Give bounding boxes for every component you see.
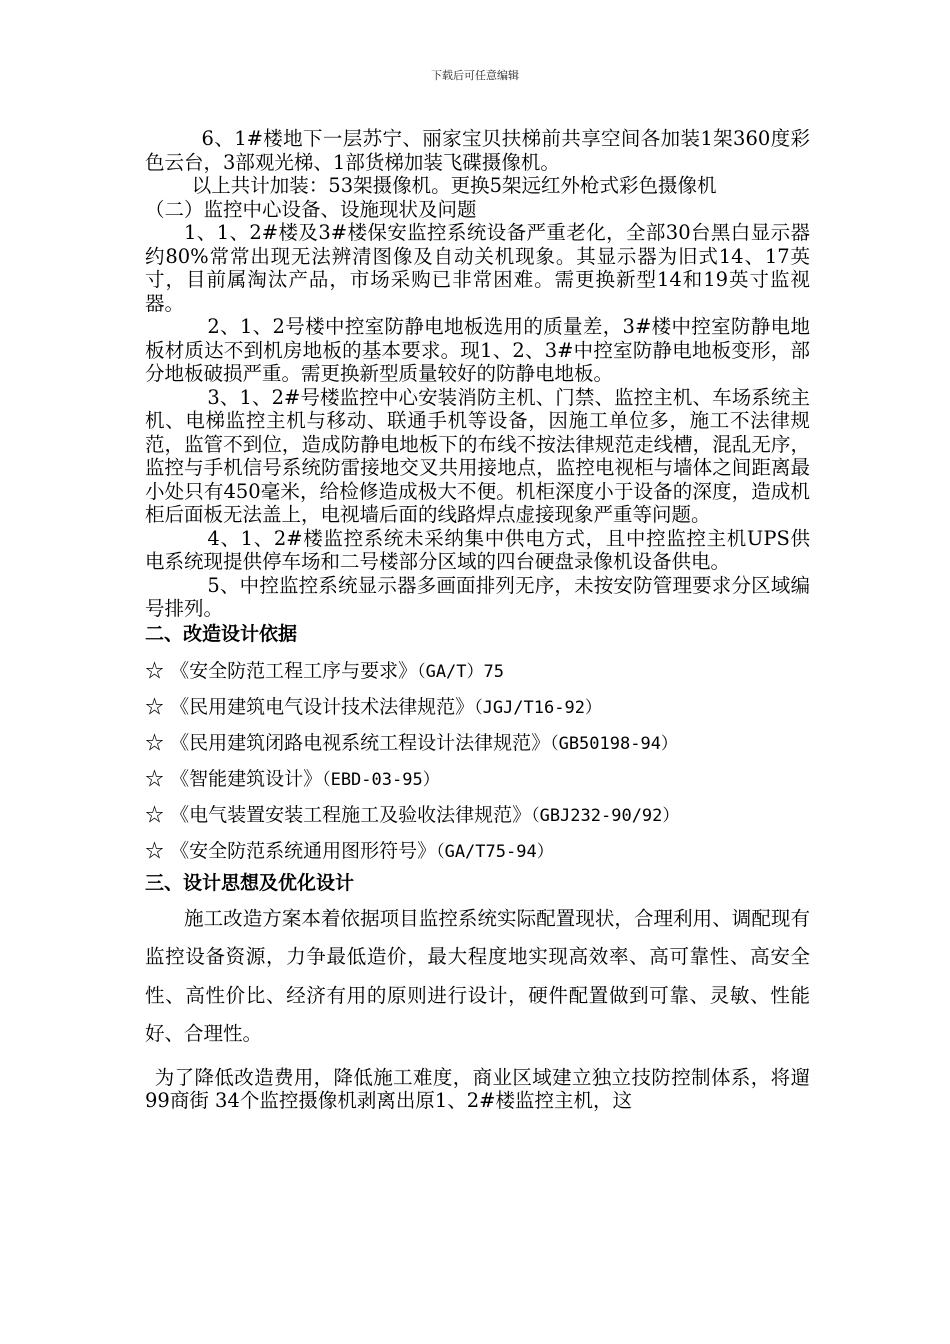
- reference-title: 《电气装置安装工程施工及验收法律规范》: [170, 804, 532, 826]
- reference-title: 《民用建筑电气设计技术法律规范》: [170, 696, 475, 718]
- subsection-title: （二）监控中心设备、设施现状及问题: [145, 197, 477, 221]
- section-title-design-basis: 二、改造设计依据: [145, 622, 298, 645]
- reference-title: 《安全防范系统通用图形符号》: [170, 840, 437, 862]
- paragraph-problem-1: 1、1、2#楼及3#楼保安监控系统设备严重老化，全部30台黑白显示器约80%常常出现无法辨清图像及自动关机现象。其显示器为旧式14、17英寸，目前属淘汰产品，市场采购已非常困难。需更换新型14和19英寸监视器。: [145, 221, 810, 315]
- paragraph-item-6: 6、1#楼地下一层苏宁、丽家宝贝扶梯前共享空间各加装1架360度彩色云台，3部观光梯、1部货梯加装飞碟摄像机。: [145, 127, 810, 174]
- reference-code: （GB50198-94）: [550, 734, 678, 754]
- paragraph-total: 以上共计加装：53架摄像机。更换5架远红外枪式彩色摄像机: [191, 174, 717, 197]
- reference-code: （GA/T）75: [417, 662, 504, 682]
- reference-title: 《智能建筑设计》: [170, 768, 323, 790]
- document-body: [145, 127, 810, 1113]
- star-icon: ☆: [145, 660, 165, 682]
- section-title-design-idea: 三、设计思想及优化设计: [145, 872, 355, 894]
- reference-code: （GBJ232-90/92）: [531, 806, 680, 826]
- reference-item: [145, 695, 810, 720]
- star-icon: ☆: [145, 696, 165, 718]
- reference-title: 《安全防范工程工序与要求》: [170, 660, 418, 682]
- reference-item: [145, 659, 810, 684]
- reference-code: （EBD-03-95）: [322, 770, 440, 790]
- star-icon: ☆: [145, 768, 165, 790]
- reference-code: （JGJ/T16-92）: [474, 698, 602, 718]
- reference-item: [145, 839, 810, 864]
- reference-item: [145, 803, 810, 828]
- paragraph-problem-5: 5、中控监控系统显示器多画面排列无序，未按安防管理要求分区域编号排列。: [145, 573, 810, 620]
- paragraph-design-principle: 施工改造方案本着依据项目监控系统实际配置现状，合理利用、调配现有监控设备资源，力争最低造价，最大程度地实现高效率、高可靠性、高安全性、高性价比、经济有用的原则进行设计，硬件配置做到可靠、灵敏、性能好、合理性。: [145, 906, 810, 1045]
- reference-item: [145, 731, 810, 756]
- reference-list: [145, 659, 810, 864]
- star-icon: ☆: [145, 732, 165, 754]
- paragraph-problem-3: 3、1、2#号楼监控中心安装消防主机、门禁、监控主机、车场系统主机、电梯监控主机与移动、联通手机等设备，因施工单位多，施工不法律规范，监管不到位，造成防静电地板下的布线不按法律规范走线槽，混乱无序，监控与手机信号系统防雷接地交叉共用接地点，监控电视柜与墙体之间距离最小处只有450毫米，给检修造成极大不便。机柜深度小于设备的深度，造成机柜后面板无法盖上，电视墙后面的线路焊点虚接现象严重等问题。: [145, 385, 810, 526]
- star-icon: ☆: [145, 804, 165, 826]
- paragraph-cost-reduction: 为了降低改造费用，降低施工难度，商业区域建立独立技防控制体系，将遛99商街 34个监控摄像机剥离出原1、2#楼监控主机，这: [145, 1065, 810, 1112]
- reference-item: [145, 767, 810, 792]
- star-icon: ☆: [145, 840, 165, 862]
- page-header: 下载后可任意编辑: [431, 69, 519, 82]
- paragraph-problem-2: 2、1、2号楼中控室防静电地板选用的质量差，3#楼中控室防静电地板材质达不到机房地板的基本要求。现1、2、3#中控室防静电地板变形，部分地板破损严重。需更换新型质量较好的防静电地板。: [145, 315, 810, 385]
- paragraph-problem-4: 4、1、2#楼监控系统未采纳集中供电方式，且中控监控主机UPS供电系统现提供停车场和二号楼部分区域的四台硬盘录像机设备供电。: [145, 526, 810, 573]
- reference-code: （GA/T75-94）: [436, 842, 554, 862]
- reference-title: 《民用建筑闭路电视系统工程设计法律规范》: [170, 732, 551, 754]
